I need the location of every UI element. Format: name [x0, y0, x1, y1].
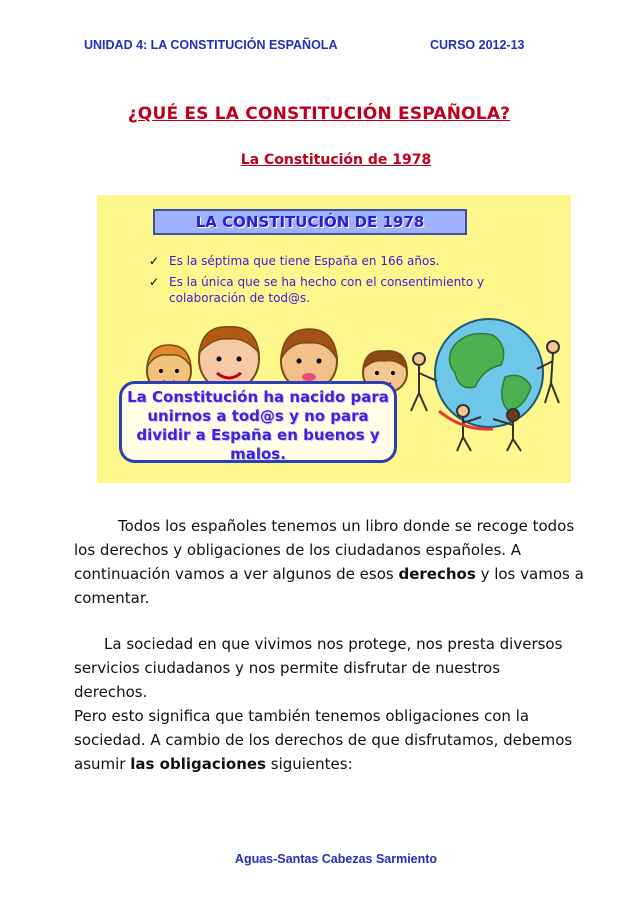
slide-bullet — [149, 274, 529, 306]
constitution-slide-image — [97, 195, 571, 483]
paragraph-text: siguientes: — [270, 755, 353, 773]
paragraph-line: servicios ciudadanos y nos permite disfrutar de nuestros — [74, 659, 501, 677]
paragraph-society — [74, 632, 604, 704]
speech-line: dividir a España en buenos y — [136, 426, 380, 444]
paragraph-line: comentar. — [74, 589, 150, 607]
checkmark-icon: ✓ — [149, 275, 160, 289]
paragraph-line: sociedad. A cambio de los derechos de que disfrutamos, debemos — [74, 731, 573, 749]
paragraph-line: derechos. — [74, 683, 148, 701]
slide-bullet-text: Es la única que se ha hecho con el consentimiento y colaboración de tod@s. — [169, 275, 485, 305]
slide-banner: LA CONSTITUCIÓN DE 1978 — [153, 209, 467, 235]
speech-line: malos. — [230, 445, 286, 463]
page-title: ¿QUÉ ES LA CONSTITUCIÓN ESPAÑOLA? — [127, 104, 511, 124]
paragraph-line — [74, 752, 604, 776]
slide-bullet — [149, 253, 529, 269]
speech-bubble — [119, 381, 397, 463]
header-unit: UNIDAD 4: LA CONSTITUCIÓN ESPAÑOLA — [84, 38, 338, 52]
header-course: CURSO 2012-13 — [430, 38, 525, 52]
paragraph-line — [74, 562, 604, 586]
emphasis-derechos: derechos — [398, 565, 476, 583]
checkmark-icon: ✓ — [149, 254, 160, 268]
paragraph-line: La sociedad en que vivimos nos protege, nos presta diversos — [104, 635, 563, 653]
paragraph-obligations — [74, 704, 604, 776]
paragraph-rights — [74, 514, 604, 610]
footer-author: Aguas-Santas Cabezas Sarmiento — [234, 852, 438, 866]
paragraph-line: Todos los españoles tenemos un libro donde se recoge todos — [118, 517, 575, 535]
slide-bullet-list — [149, 253, 529, 311]
speech-line: La Constitución ha nacido para — [127, 388, 389, 406]
page-subtitle: La Constitución de 1978 — [240, 152, 432, 168]
paragraph-text: y los vamos a — [480, 565, 584, 583]
paragraph-line: Pero esto significa que también tenemos obligaciones con la — [74, 707, 530, 725]
speech-line: unirnos a tod@s y no para — [147, 407, 369, 425]
paragraph-line: los derechos y obligaciones de los ciudadanos españoles. A — [74, 541, 522, 559]
paragraph-text: asumir — [74, 755, 126, 773]
slide-bullet-text: Es la séptima que tiene España en 166 años. — [169, 254, 440, 268]
paragraph-text: continuación vamos a ver algunos de esos — [74, 565, 394, 583]
globe-people-illustration — [397, 307, 567, 452]
emphasis-obligaciones: las obligaciones — [130, 755, 266, 773]
